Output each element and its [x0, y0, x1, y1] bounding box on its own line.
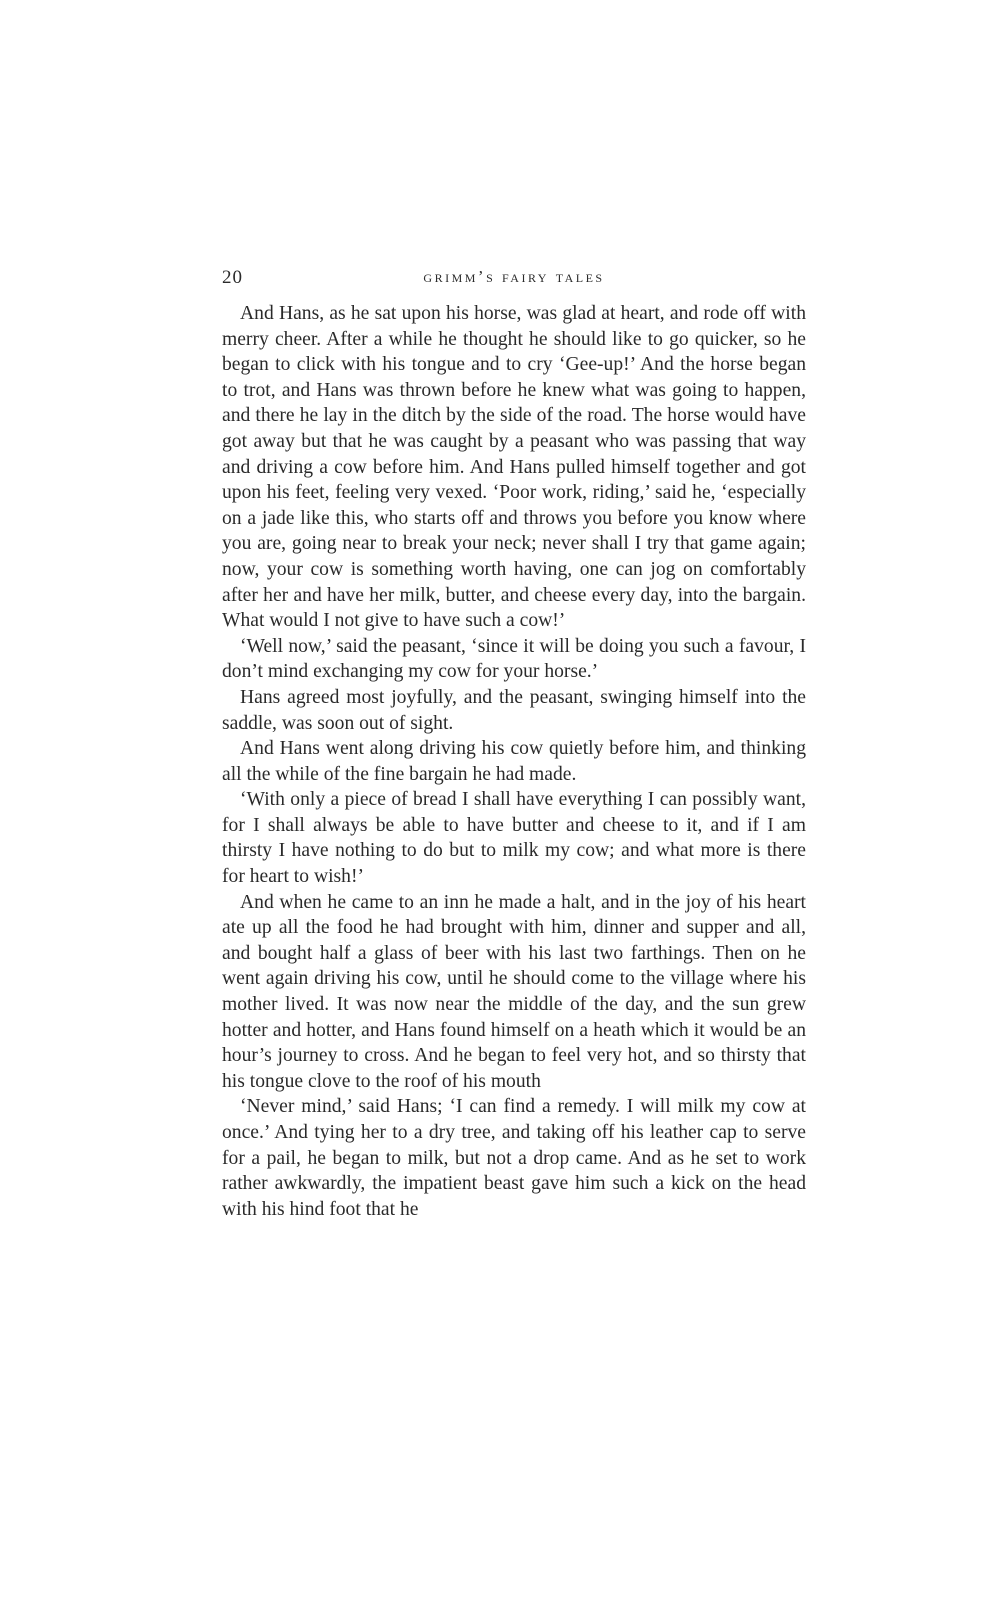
body-text	[222, 301, 806, 1222]
book-title: grimm’s fairy tales	[423, 267, 605, 286]
paragraph: ‘Never mind,’ said Hans; ‘I can find a remedy. I will milk my cow at once.’ And tying her to a dry tree, and taking off his leather cap to serve for a pail, he began to milk, but not a drop came. And as he set to work rather awkwardly, the impatient beast gave him such a kick on the head with his hind foot that he	[222, 1096, 806, 1220]
book-page	[222, 265, 806, 1222]
paragraph: Hans agreed most joyfully, and the peasant, swinging himself into the saddle, was soon out of sight.	[222, 686, 806, 734]
page-number: 20	[222, 267, 243, 288]
paragraph: And Hans went along driving his cow quietly before him, and thinking all the while of the fine bargain he had made.	[222, 738, 806, 785]
paragraph: ‘With only a piece of bread I shall have everything I can possibly want, for I shall always be able to have butter and cheese to it, and if I am thirsty I have nothing to do but to milk my cow; and what more is there for heart to wish!’	[222, 789, 806, 888]
paragraph: ‘Well now,’ said the peasant, ‘since it will be doing you such a favour, I don’t mind exchanging my cow for your horse.’	[222, 635, 806, 683]
running-head	[222, 265, 806, 295]
paragraph: And when he came to an inn he made a halt, and in the joy of his heart ate up all the food he had brought with him, dinner and supper and all, and bought half a glass of beer with his last two farthings. Then on he went again driving his cow, until he should come to the village where his mother lived. It was now near the middle of the day, and the sun grew hotter and hotter, and Hans found himself on a heath which it would be an hour’s journey to cross. And he began to feel very hot, and so thirsty that his tongue clove to the roof of his mouth	[222, 891, 806, 1092]
paragraph: And Hans, as he sat upon his horse, was glad at heart, and rode off with merry cheer. After a while he thought he should like to go quicker, so he began to click with his tongue and to cry ‘Gee-up!’ And the horse began to trot, and Hans was thrown before he knew what was going to happen, and there he lay in the ditch by the side of the road. The horse would have got away but that he was caught by a peasant who was passing that way and driving a cow before him. And Hans pulled himself together and got upon his feet, feeling very vexed. ‘Poor work, riding,’ said he, ‘especially on a jade like this, who starts off and throws you before you know where you are, going near to break your neck; never shall I try that game again; now, your cow is something worth having, one can jog on comfortably after her and have her milk, butter, and cheese every day, into the bargain. What would I not give to have such a cow!’	[222, 303, 806, 632]
